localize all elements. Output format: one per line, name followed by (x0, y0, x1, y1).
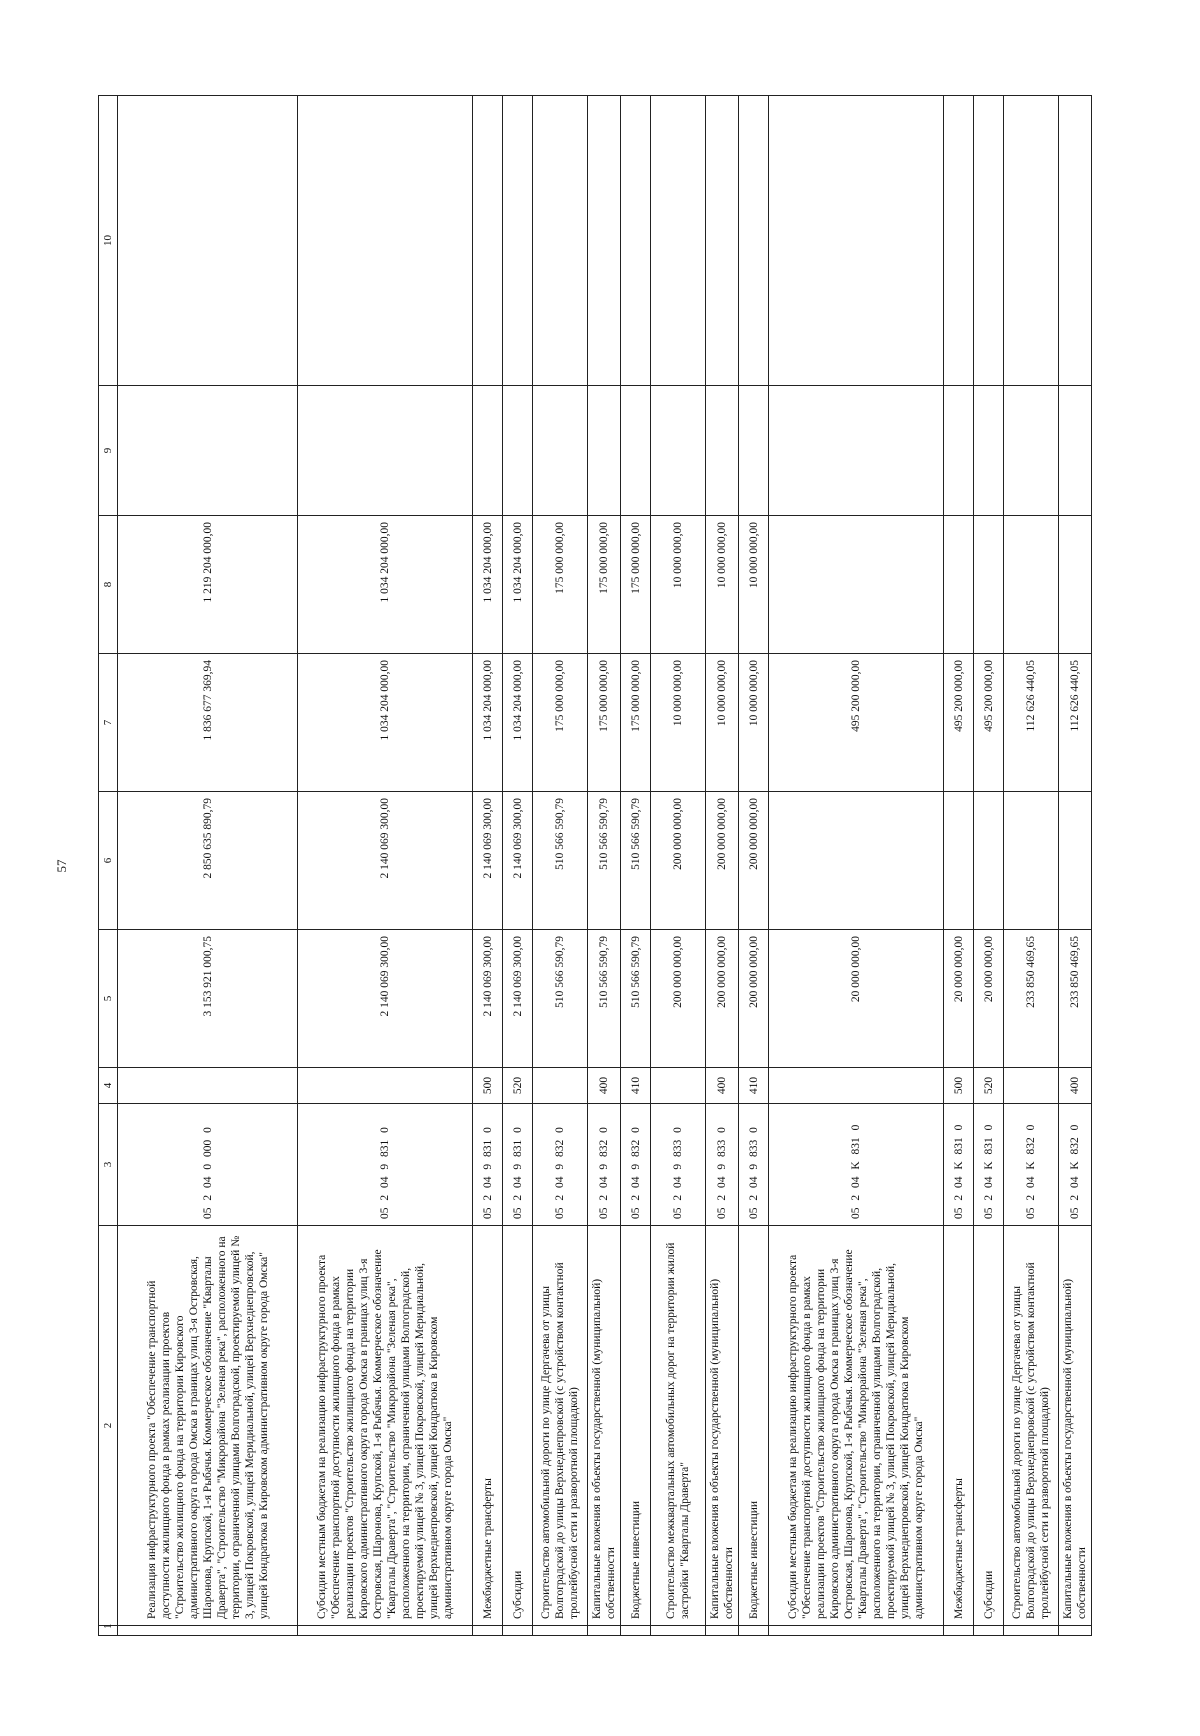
row-cell: 200 000 000,00 (739, 930, 769, 1068)
row-cell: 200 000 000,00 (651, 930, 706, 1068)
row-cell: 1 034 204 000,00 (473, 516, 503, 654)
row-cell (769, 516, 944, 654)
row-type-code: 520 (974, 1068, 1004, 1104)
row-cell: 1 219 204 000,00 (118, 516, 298, 654)
row-type-code: 410 (739, 1068, 769, 1104)
row-cell (1059, 1626, 1092, 1636)
row-type-code: 400 (1059, 1068, 1092, 1104)
row-cell (1059, 96, 1092, 386)
row-cell: 10 000 000,00 (651, 654, 706, 792)
table-row (503, 96, 533, 1636)
row-cell (974, 1626, 1004, 1636)
row-description: Бюджетные инвестиции (739, 1226, 769, 1626)
row-cell: 20 000 000,00 (944, 930, 974, 1068)
row-description: Капитальные вложения в объекты государственной (муниципальной) собственности (588, 1226, 621, 1626)
row-cell (621, 386, 651, 516)
table-row (739, 96, 769, 1636)
row-cell (503, 1626, 533, 1636)
header-cell: 3 (99, 1104, 118, 1226)
row-cell: 2 140 069 300,00 (298, 792, 473, 930)
header-row (99, 96, 118, 1636)
table-row (588, 96, 621, 1636)
row-cell: 495 200 000,00 (974, 654, 1004, 792)
row-code: 05 2 04 9 831 0 (503, 1104, 533, 1226)
row-cell: 233 850 469,65 (1004, 930, 1059, 1068)
row-cell: 175 000 000,00 (533, 516, 588, 654)
table-row (944, 96, 974, 1636)
row-type-code: 520 (503, 1068, 533, 1104)
row-cell (974, 792, 1004, 930)
row-cell: 175 000 000,00 (588, 516, 621, 654)
row-type-code (651, 1068, 706, 1104)
row-cell (769, 1626, 944, 1636)
row-cell: 10 000 000,00 (739, 516, 769, 654)
row-cell (739, 96, 769, 386)
row-cell (503, 386, 533, 516)
row-cell: 10 000 000,00 (706, 654, 739, 792)
row-cell (706, 1626, 739, 1636)
table-row (298, 96, 473, 1636)
table-row (533, 96, 588, 1636)
row-cell: 175 000 000,00 (621, 654, 651, 792)
row-code: 05 2 04 0 000 0 (118, 1104, 298, 1226)
row-cell: 175 000 000,00 (621, 516, 651, 654)
row-cell: 10 000 000,00 (739, 654, 769, 792)
row-cell (298, 1626, 473, 1636)
rotated-table-wrapper (98, 96, 1088, 1636)
row-cell: 200 000 000,00 (739, 792, 769, 930)
row-type-code (533, 1068, 588, 1104)
row-cell (739, 386, 769, 516)
row-cell (1059, 386, 1092, 516)
row-cell (944, 1626, 974, 1636)
row-cell (944, 96, 974, 386)
row-cell (706, 386, 739, 516)
row-cell: 2 140 069 300,00 (298, 930, 473, 1068)
row-cell (503, 96, 533, 386)
row-description: Субсидии местным бюджетам на реализацию инфраструктурного проекта "Обеспечение транспортной доступности жилищного фонда в рамках реализации проектов "Строительство жилищного фонда на территории Кировского административного округа города Омска в границах улиц 3-я Островская, Шаронова, Крупской, 1-я Рыбачья. Коммерческое обозначение "Кварталы Драверта", "Строительство "Микрорайона "Зеленая река", расположенного на территории, ограниченной улицами Волгоградской, проектируемой улицей № 3, улицей Покровской, улицей Меридиальной, улицей Верхнеднепровской, улицей Кондратюка в Кировском административном округе города Омска" (769, 1226, 944, 1626)
row-description: Реализация инфраструктурного проекта "Обеспечение транспортной доступности жилищного фонда в рамках реализации проектов "Строительство жилищного фонда на территории Кировского административного округа города Омска в границах улиц 3-я Островская, Шаронова, Крупской, 1-я Рыбачья. Коммерческое обозначение "Кварталы Драверта", "Строительство "Микрорайона "Зеленая река", расположенного на территории, ограниченной улицами Волгоградской, проектируемой улицей № 3, улицей Покровской, улицей Меридиальной, улицей Верхнеднепровской, улицей Кондратюка в Кировском административном округе города Омска" (118, 1226, 298, 1626)
row-code: 05 2 04 9 833 0 (739, 1104, 769, 1226)
table-row (118, 96, 298, 1636)
row-cell (588, 96, 621, 386)
row-cell: 1 836 677 369,94 (118, 654, 298, 792)
row-code: 05 2 04 K 832 0 (1004, 1104, 1059, 1226)
header-cell: 7 (99, 654, 118, 792)
row-cell: 2 140 069 300,00 (503, 930, 533, 1068)
row-cell: 112 626 440,05 (1059, 654, 1092, 792)
row-cell (974, 96, 1004, 386)
row-cell (1004, 96, 1059, 386)
row-cell: 495 200 000,00 (944, 654, 974, 792)
row-code: 05 2 04 9 832 0 (533, 1104, 588, 1226)
row-cell (769, 386, 944, 516)
table-row (621, 96, 651, 1636)
row-cell: 112 626 440,05 (1004, 654, 1059, 792)
row-description: Капитальные вложения в объекты государственной (муниципальной) собственности (706, 1226, 739, 1626)
row-cell (533, 1626, 588, 1636)
row-code: 05 2 04 K 831 0 (769, 1104, 944, 1226)
header-cell: 6 (99, 792, 118, 930)
table-row (1004, 96, 1059, 1636)
row-cell: 2 850 635 890,79 (118, 792, 298, 930)
header-cell: 10 (99, 96, 118, 386)
header-cell: 4 (99, 1068, 118, 1104)
row-cell (651, 386, 706, 516)
row-cell (298, 386, 473, 516)
table-row (651, 96, 706, 1636)
row-cell (1059, 516, 1092, 654)
row-code: 05 2 04 9 832 0 (588, 1104, 621, 1226)
row-cell: 175 000 000,00 (588, 654, 621, 792)
row-cell (944, 516, 974, 654)
row-cell (588, 1626, 621, 1636)
row-cell: 200 000 000,00 (706, 930, 739, 1068)
row-cell: 510 566 590,79 (588, 792, 621, 930)
row-cell (706, 96, 739, 386)
row-cell: 1 034 204 000,00 (503, 654, 533, 792)
row-cell (533, 96, 588, 386)
row-type-code (118, 1068, 298, 1104)
row-code: 05 2 04 9 833 0 (651, 1104, 706, 1226)
row-cell (651, 96, 706, 386)
row-cell (651, 1626, 706, 1636)
row-cell (118, 1626, 298, 1636)
header-cell: 5 (99, 930, 118, 1068)
row-cell: 1 034 204 000,00 (503, 516, 533, 654)
row-cell (1004, 386, 1059, 516)
row-cell: 510 566 590,79 (533, 930, 588, 1068)
row-cell: 1 034 204 000,00 (298, 516, 473, 654)
row-cell: 200 000 000,00 (706, 792, 739, 930)
row-cell (533, 386, 588, 516)
header-cell: 9 (99, 386, 118, 516)
row-cell: 20 000 000,00 (769, 930, 944, 1068)
header-cell: 8 (99, 516, 118, 654)
row-cell: 2 140 069 300,00 (503, 792, 533, 930)
table-row (974, 96, 1004, 1636)
row-type-code: 500 (944, 1068, 974, 1104)
row-cell: 495 200 000,00 (769, 654, 944, 792)
row-description: Субсидии (503, 1226, 533, 1626)
row-cell (118, 96, 298, 386)
row-cell (944, 792, 974, 930)
row-description: Капитальные вложения в объекты государственной (муниципальной) собственности (1059, 1226, 1092, 1626)
row-description: Строительство автомобильной дороги по улице Дергачева от улицы Волгоградской до улицы Верхнеднепровской (с устройством контактной троллейбусной сети и разворотной площадкой) (1004, 1226, 1059, 1626)
row-description: Субсидии местным бюджетам на реализацию инфраструктурного проекта "Обеспечение транспортной доступности жилищного фонда в рамках реализации проектов "Строительство жилищного фонда на территории Кировского административного округа города Омска в границах улиц 3-я Островская, Шаронова, Крупской, 1-я Рыбачья. Коммерческое обозначение "Кварталы Драверта", "Строительство "Микрорайона "Зеленая река", расположенного на территории, ограниченной улицами Волгоградской, проектируемой улицей № 3, улицей Покровской, улицей Меридиальной, улицей Верхнеднепровской, улицей Кондратюка в Кировском административном округе города Омска" (298, 1226, 473, 1626)
row-cell (974, 516, 1004, 654)
table-row (473, 96, 503, 1636)
row-description: Строительство межквартальных автомобильных дорог на территории жилой застройки "Кварталы Драверта" (651, 1226, 706, 1626)
row-cell (1004, 792, 1059, 930)
row-cell (1004, 516, 1059, 654)
row-code: 05 2 04 9 833 0 (706, 1104, 739, 1226)
page-number: 57 (54, 859, 69, 873)
row-cell (621, 1626, 651, 1636)
row-cell (739, 1626, 769, 1636)
row-code: 05 2 04 9 831 0 (473, 1104, 503, 1226)
row-type-code (1004, 1068, 1059, 1104)
row-cell: 1 034 204 000,00 (473, 654, 503, 792)
row-cell (473, 386, 503, 516)
table-row (1059, 96, 1092, 1636)
budget-table (98, 95, 1092, 1636)
header-cell: 1 (99, 1626, 118, 1636)
row-cell (473, 96, 503, 386)
header-cell: 2 (99, 1226, 118, 1626)
row-cell: 3 153 921 000,75 (118, 930, 298, 1068)
row-cell: 175 000 000,00 (533, 654, 588, 792)
table-row (706, 96, 739, 1636)
row-cell (1059, 792, 1092, 930)
row-code: 05 2 04 K 831 0 (974, 1104, 1004, 1226)
row-cell (769, 792, 944, 930)
row-type-code: 400 (706, 1068, 739, 1104)
row-cell: 510 566 590,79 (588, 930, 621, 1068)
row-description: Межбюджетные трансферты (473, 1226, 503, 1626)
row-cell (974, 386, 1004, 516)
row-type-code (298, 1068, 473, 1104)
row-cell: 510 566 590,79 (621, 930, 651, 1068)
row-cell (944, 386, 974, 516)
table-row (769, 96, 944, 1636)
row-cell: 1 034 204 000,00 (298, 654, 473, 792)
row-type-code: 500 (473, 1068, 503, 1104)
row-type-code: 400 (588, 1068, 621, 1104)
row-cell: 10 000 000,00 (651, 516, 706, 654)
row-description: Субсидии (974, 1226, 1004, 1626)
row-cell (473, 1626, 503, 1636)
row-code: 05 2 04 9 832 0 (621, 1104, 651, 1226)
row-cell: 233 850 469,65 (1059, 930, 1092, 1068)
row-description: Бюджетные инвестиции (621, 1226, 651, 1626)
row-cell (621, 96, 651, 386)
row-type-code: 410 (621, 1068, 651, 1104)
row-description: Межбюджетные трансферты (944, 1226, 974, 1626)
row-code: 05 2 04 K 832 0 (1059, 1104, 1092, 1226)
row-cell (118, 386, 298, 516)
row-cell: 510 566 590,79 (621, 792, 651, 930)
row-cell (588, 386, 621, 516)
row-cell (769, 96, 944, 386)
row-code: 05 2 04 K 831 0 (944, 1104, 974, 1226)
row-cell: 2 140 069 300,00 (473, 930, 503, 1068)
row-code: 05 2 04 9 831 0 (298, 1104, 473, 1226)
row-cell (298, 96, 473, 386)
row-type-code (769, 1068, 944, 1104)
row-cell: 10 000 000,00 (706, 516, 739, 654)
row-cell: 2 140 069 300,00 (473, 792, 503, 930)
row-cell (1004, 1626, 1059, 1636)
row-cell: 510 566 590,79 (533, 792, 588, 930)
row-cell: 200 000 000,00 (651, 792, 706, 930)
row-description: Строительство автомобильной дороги по улице Дергачева от улицы Волгоградской до улицы Верхнеднепровской (с устройством контактной троллейбусной сети и разворотной площадкой) (533, 1226, 588, 1626)
row-cell: 20 000 000,00 (974, 930, 1004, 1068)
